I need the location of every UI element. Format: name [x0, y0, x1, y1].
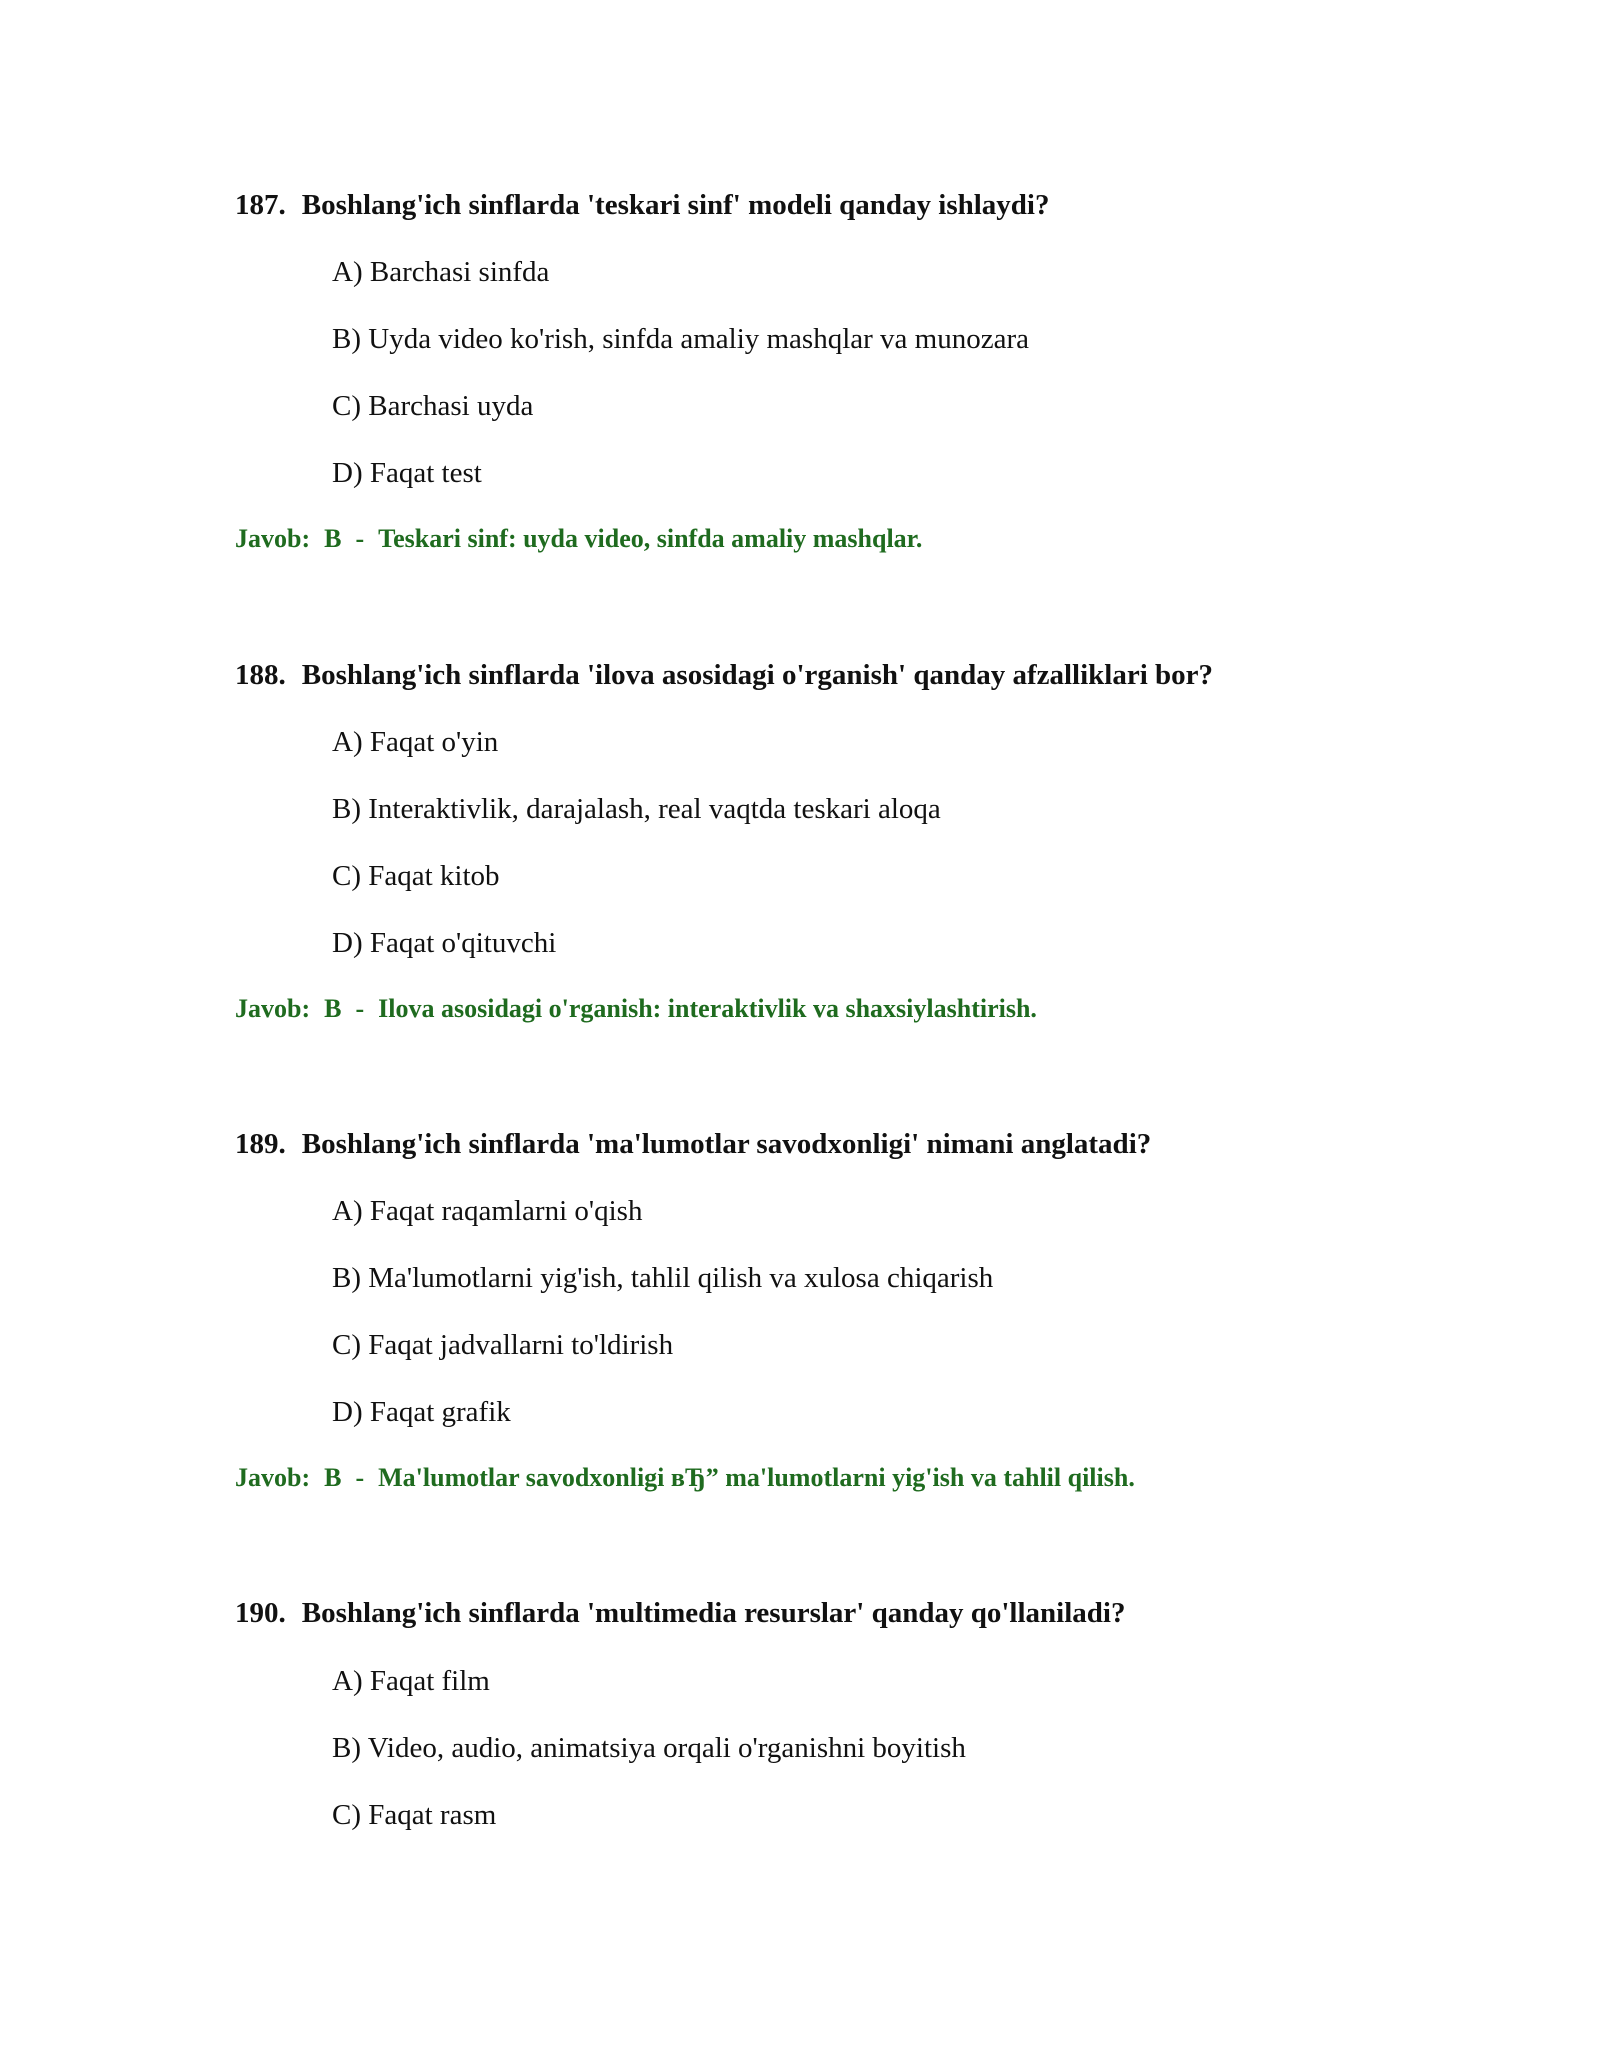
- option-b: B) Interaktivlik, darajalash, real vaqtda teskari aloqa: [332, 793, 941, 825]
- answer-label: Javob:: [235, 994, 311, 1023]
- question-text: Boshlang'ich sinflarda 'ilova asosidagi o'rganish' qanday afzalliklari bor?: [301, 659, 1214, 691]
- option-b: B) Uyda video ko'rish, sinfda amaliy mashqlar va munozara: [332, 323, 1030, 355]
- answer-letter: B: [324, 994, 342, 1023]
- option-a: A) Faqat o'yin: [332, 726, 499, 758]
- answer-dash: -: [355, 524, 365, 553]
- question-title: [235, 657, 1213, 693]
- answer-explanation: Ma'lumotlar savodxonligi вЂ” ma'lumotlarni yig'ish va tahlil qilish.: [378, 1463, 1135, 1492]
- answer-letter: B: [324, 524, 342, 553]
- answer-dash: -: [355, 1463, 365, 1492]
- answer-line: [235, 522, 922, 556]
- option-a: A) Faqat raqamlarni o'qish: [332, 1195, 643, 1227]
- question-text: Boshlang'ich sinflarda 'multimedia resurslar' qanday qo'llaniladi?: [301, 1597, 1126, 1629]
- question-title: [235, 1126, 1151, 1162]
- answer-label: Javob:: [235, 524, 311, 553]
- answer-explanation: Teskari sinf: uyda video, sinfda amaliy mashqlar.: [378, 524, 923, 553]
- question-title: [235, 187, 1049, 223]
- option-d: D) Faqat grafik: [332, 1396, 511, 1428]
- question-number: 190.: [235, 1597, 286, 1629]
- option-c: C) Faqat kitob: [332, 860, 500, 892]
- option-d: D) Faqat o'qituvchi: [332, 927, 557, 959]
- option-a: A) Barchasi sinfda: [332, 256, 550, 288]
- question-text: Boshlang'ich sinflarda 'teskari sinf' modeli qanday ishlaydi?: [301, 189, 1050, 221]
- answer-dash: -: [355, 994, 365, 1023]
- option-c: C) Barchasi uyda: [332, 390, 534, 422]
- answer-line: [235, 1461, 1135, 1495]
- option-d: D) Faqat test: [332, 457, 482, 489]
- question-text: Boshlang'ich sinflarda 'ma'lumotlar savodxonligi' nimani anglatadi?: [301, 1128, 1152, 1160]
- answer-explanation: Ilova asosidagi o'rganish: interaktivlik va shaxsiylashtirish.: [378, 994, 1037, 1023]
- option-c: C) Faqat rasm: [332, 1799, 497, 1831]
- question-title: [235, 1595, 1125, 1631]
- question-number: 187.: [235, 189, 286, 221]
- question-number: 189.: [235, 1128, 286, 1160]
- question-number: 188.: [235, 659, 286, 691]
- option-a: A) Faqat film: [332, 1665, 490, 1697]
- option-b: B) Video, audio, animatsiya orqali o'rganishni boyitish: [332, 1732, 966, 1764]
- option-c: C) Faqat jadvallarni to'ldirish: [332, 1329, 674, 1361]
- answer-letter: B: [324, 1463, 342, 1492]
- option-b: B) Ma'lumotlarni yig'ish, tahlil qilish va xulosa chiqarish: [332, 1262, 994, 1294]
- answer-line: [235, 992, 1037, 1026]
- answer-label: Javob:: [235, 1463, 311, 1492]
